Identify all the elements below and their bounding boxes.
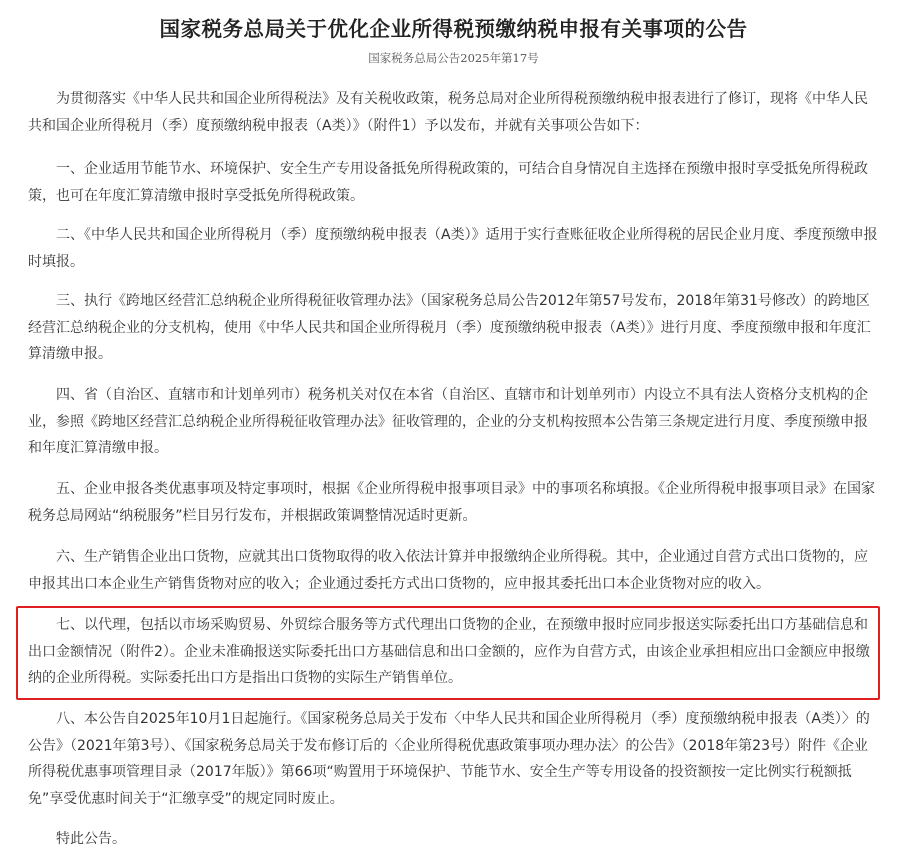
item-8-paragraph: 八、本公告自2025年10月1日起施行。《国家税务总局关于发布〈中华人民共和国企业所得税月（季）度预缴纳税申报表（A类）〉的公告》（2021年第3号）、《国家税务总局关于发布修订后的〈企业所得税优惠政策事项办理办法〉的公告》（2018年第23号）附件《企业所得税优惠事项管理目录（2017年版）》第66项“购置用于环境保护、节能节水、安全生产等专用设备的投资额按一定比例实行税额抵免”享受优惠时间关于“汇缴享受”的规定同时废止。	[28, 711, 870, 807]
item-4-paragraph: 四、省（自治区、直辖市和计划单列市）税务机关对仅在本省（自治区、直辖市和计划单列市）内设立不具有法人资格分支机构的企业，参照《跨地区经营汇总纳税企业所得税征收管理办法》征收管理的，企业的分支机构按照本公告第三条规定进行月度、季度预缴申报和年度汇算清缴申报。	[28, 387, 868, 456]
item-2-paragraph: 二、《中华人民共和国企业所得税月（季）度预缴纳税申报表（A类）》适用于实行查账征收企业所得税的居民企业月度、季度预缴申报时填报。	[28, 227, 878, 270]
closing-paragraph: 特此公告。	[56, 831, 126, 847]
item-1-paragraph: 一、企业适用节能节水、环境保护、安全生产专用设备抵免所得税政策的，可结合自身情况自主选择在预缴申报时享受抵免所得税政策，也可在年度汇算清缴申报时享受抵免所得税政策。	[28, 161, 868, 204]
item-3-paragraph: 三、执行《跨地区经营汇总纳税企业所得税征收管理办法》（国家税务总局公告2012年第57号发布，2018年第31号修改）的跨地区经营汇总纳税企业的分支机构，使用《中华人民共和国企业所得税月（季）度预缴纳税申报表（A类）》进行月度、季度预缴申报和年度汇算清缴申报。	[28, 293, 871, 362]
announcement-number: 国家税务总局公告2025年第17号	[368, 51, 539, 65]
item-7-paragraph: 七、以代理，包括以市场采购贸易、外贸综合服务等方式代理出口货物的企业，在预缴申报时应同步报送实际委托出口方基础信息和出口金额情况（附件2）。企业未准确报送实际委托出口方基础信息和出口金额的，应作为自营方式，由该企业承担相应出口金额应申报缴纳的企业所得税。实际委托出口方是指出口货物的实际生产销售单位。	[28, 617, 870, 686]
item-5-paragraph: 五、企业申报各类优惠事项及特定事项时，根据《企业所得税申报事项目录》中的事项名称填报。《企业所得税申报事项目录》在国家税务总局网站“纳税服务”栏目另行发布，并根据政策调整情况适时更新。	[28, 481, 875, 524]
item-6-paragraph: 六、生产销售企业出口货物，应就其出口货物取得的收入依法计算并申报缴纳企业所得税。其中，企业通过自营方式出口货物的，应申报其出口本企业生产销售货物对应的收入；企业通过委托方式出口货物的，应申报其委托出口本企业货物对应的收入。	[28, 549, 868, 592]
announcement-title: 国家税务总局关于优化企业所得税预缴纳税申报有关事项的公告	[159, 17, 748, 41]
intro-paragraph: 为贯彻落实《中华人民共和国企业所得税法》及有关税收政策，税务总局对企业所得税预缴纳税申报表进行了修订，现将《中华人民共和国企业所得税月（季）度预缴纳税申报表（A类）》（附件1）予以发布，并就有关事项公告如下：	[28, 91, 868, 134]
